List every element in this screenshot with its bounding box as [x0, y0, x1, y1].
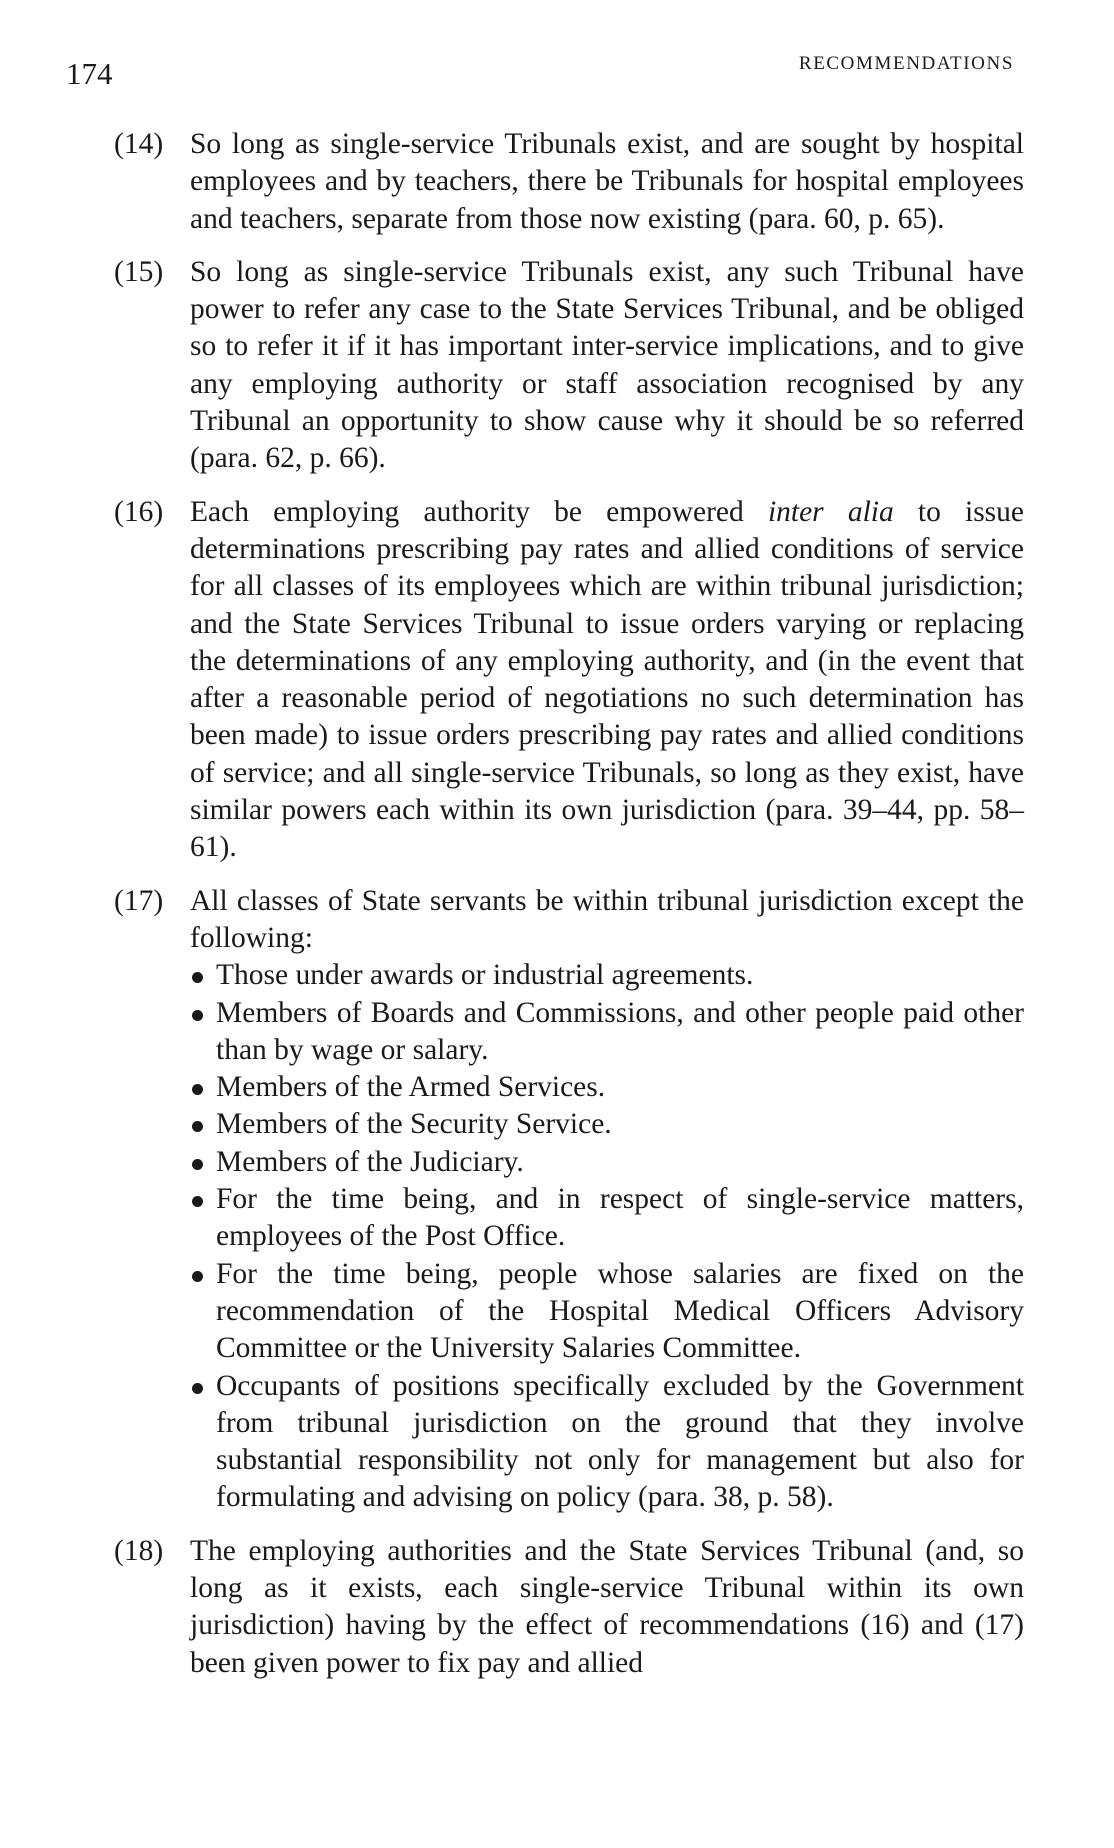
list-item-text: For the time being, and in respect of single-service matters, employees of the Post Office.	[216, 1183, 1024, 1253]
list-item	[190, 1144, 1024, 1181]
recommendation-14	[114, 126, 1024, 238]
list-item	[190, 1256, 1024, 1368]
recommendation-number: (15)	[114, 255, 164, 288]
list-item-text: For the time being, people whose salaries are fixed on the recommendation of the Hospital Medical Officers Advisory Committee or the University Salaries Committee.	[216, 1257, 1024, 1365]
list-item	[190, 957, 1024, 994]
text-run: to issue determinations prescribing pay rates and allied conditions of service for all classes of its employees which are within tribunal jurisdiction; and the State Services Tribunal to issue orders varying or replacing the determinations of any employing authority, and (in the event that after a reasonable period of negotiations no such determination has been made) to issue orders prescribing pay rates and allied conditions of service; and all single-service Tribunals, so long as they exist, have similar powers each within its own jurisdiction (para. 39–44, pp. 58–61).	[190, 495, 1025, 864]
bullet-icon	[192, 1010, 203, 1021]
recommendation-17	[114, 883, 1024, 1517]
list-item-text: Occupants of positions specifically excluded by the Government from tribunal jurisdiction on the ground that they involve substantial responsibility not only for management but also for formulating and advising on policy (para. 38, p. 58).	[216, 1369, 1024, 1514]
recommendation-number: (16)	[114, 495, 164, 528]
list-item-text: Members of the Armed Services.	[216, 1071, 606, 1104]
bullet-icon	[192, 972, 203, 983]
recommendation-16	[114, 494, 1024, 867]
bullet-icon	[192, 1084, 203, 1095]
bullet-icon	[192, 1159, 203, 1170]
list-item-text: Members of Boards and Commissions, and other people paid other than by wage or salary.	[216, 996, 1024, 1066]
bullet-icon	[192, 1121, 203, 1132]
exceptions-list	[190, 957, 1024, 1516]
recommendation-18	[114, 1533, 1024, 1682]
text-run: Each employing authority be empowered	[190, 495, 768, 528]
italic-phrase: inter alia	[767, 495, 894, 528]
page-number: 174	[66, 56, 113, 91]
list-item	[190, 1069, 1024, 1106]
recommendation-text: So long as single-service Tribunals exist, and are sought by hospital employees and by teachers, there be Tribunals for hospital employees and teachers, separate from those now existing (para. 60, p. 65).	[190, 128, 1024, 235]
list-item-text: Those under awards or industrial agreements.	[216, 959, 754, 992]
bullet-icon	[192, 1196, 203, 1207]
bullet-icon	[192, 1271, 203, 1282]
list-item	[190, 995, 1024, 1070]
list-item-text: Members of the Judiciary.	[216, 1145, 524, 1178]
bullet-icon	[192, 1383, 203, 1394]
recommendation-15	[114, 254, 1024, 478]
running-head: RECOMMENDATIONS	[798, 53, 1014, 74]
recommendation-number: (14)	[114, 128, 164, 160]
recommendation-text	[190, 494, 1024, 867]
recommendation-text: The employing authorities and the State Services Tribunal (and, so long as it exists, each single-service Tribunal within its own jurisdiction) having by the effect of recommendations (16) and (17) been given power to fix pay and allied	[190, 1534, 1024, 1679]
list-item-text: Members of the Security Service.	[216, 1108, 612, 1141]
recommendation-intro: All classes of State servants be within tribunal jurisdiction except the following:	[190, 884, 1024, 954]
list-item	[190, 1181, 1024, 1256]
recommendation-number: (18)	[114, 1534, 164, 1567]
list-item	[190, 1106, 1024, 1143]
recommendation-text: So long as single-service Tribunals exist, any such Tribunal have power to refer any case to the State Services Tribunal, and be obliged so to refer it if it has important inter-service implications, and to give any employing authority or staff association recognised by any Tribunal an opportunity to show cause why it should be so referred (para. 62, p. 66).	[190, 255, 1024, 475]
recommendation-body	[190, 883, 1024, 1517]
recommendation-number: (17)	[114, 884, 164, 917]
list-item	[190, 1368, 1024, 1517]
recommendations-list	[114, 126, 1024, 1698]
